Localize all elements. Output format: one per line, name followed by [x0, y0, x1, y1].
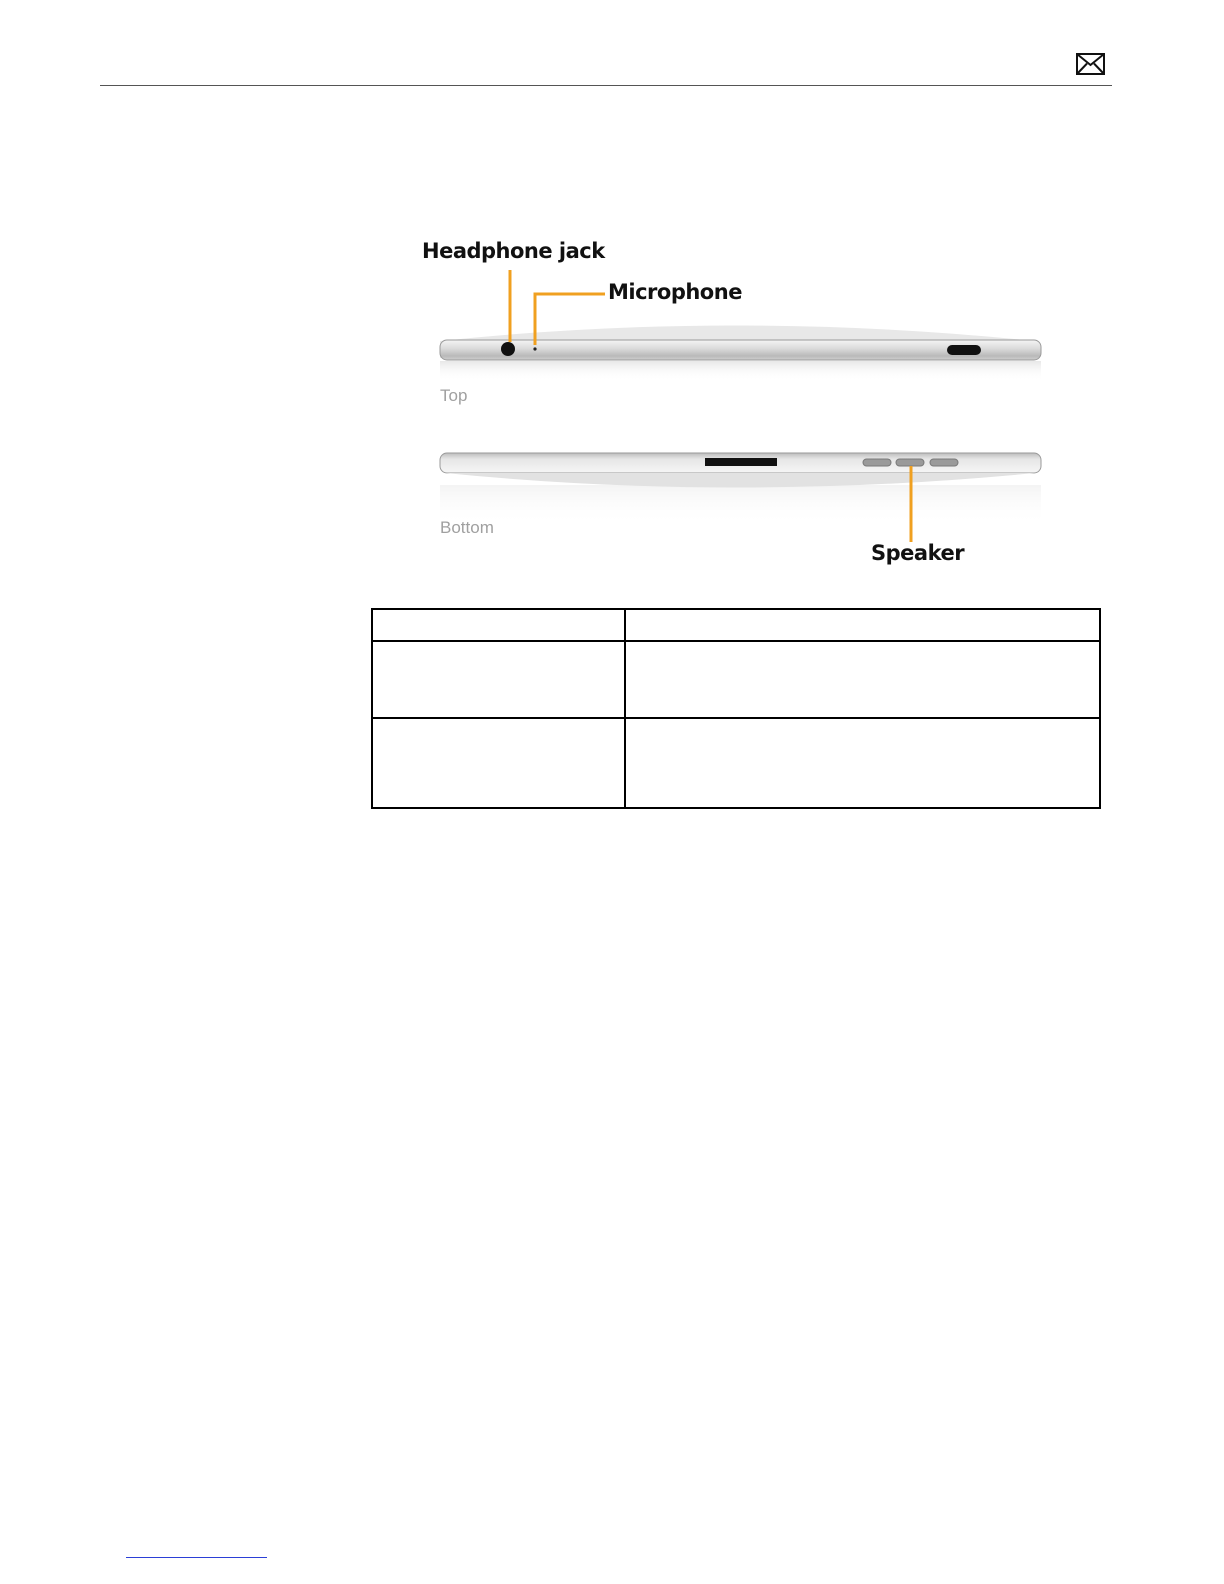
table-cell: [625, 641, 1100, 718]
table-row: [372, 641, 1100, 718]
top-edge-label: Top: [440, 386, 468, 405]
headphone-jack-port: [501, 342, 515, 356]
table-cell: [372, 609, 625, 641]
bottom-edge-view: [440, 453, 1041, 525]
speaker-grille-1: [863, 459, 891, 466]
sleep-wake-button: [947, 345, 981, 355]
headphone-jack-label: Headphone jack: [422, 239, 605, 263]
header-rule: [100, 85, 1112, 86]
table-cell: [625, 718, 1100, 808]
footer-link-underline: [126, 1557, 267, 1558]
table-cell: [625, 609, 1100, 641]
speaker-grille-3: [930, 459, 958, 466]
speaker-grille-2: [896, 459, 924, 466]
table-row: [372, 609, 1100, 641]
microphone-hole: [533, 347, 536, 350]
table-cell: [372, 718, 625, 808]
ipad-edges-figure: [415, 230, 1055, 580]
table-row: [372, 718, 1100, 808]
speaker-label: Speaker: [871, 541, 965, 565]
microphone-label: Microphone: [608, 280, 742, 304]
table-cell: [372, 641, 625, 718]
parts-table: [371, 608, 1101, 809]
top-edge-view: [440, 326, 1041, 382]
envelope-icon[interactable]: [1076, 53, 1105, 75]
dock-connector: [705, 458, 777, 466]
bottom-edge-label: Bottom: [440, 518, 494, 537]
